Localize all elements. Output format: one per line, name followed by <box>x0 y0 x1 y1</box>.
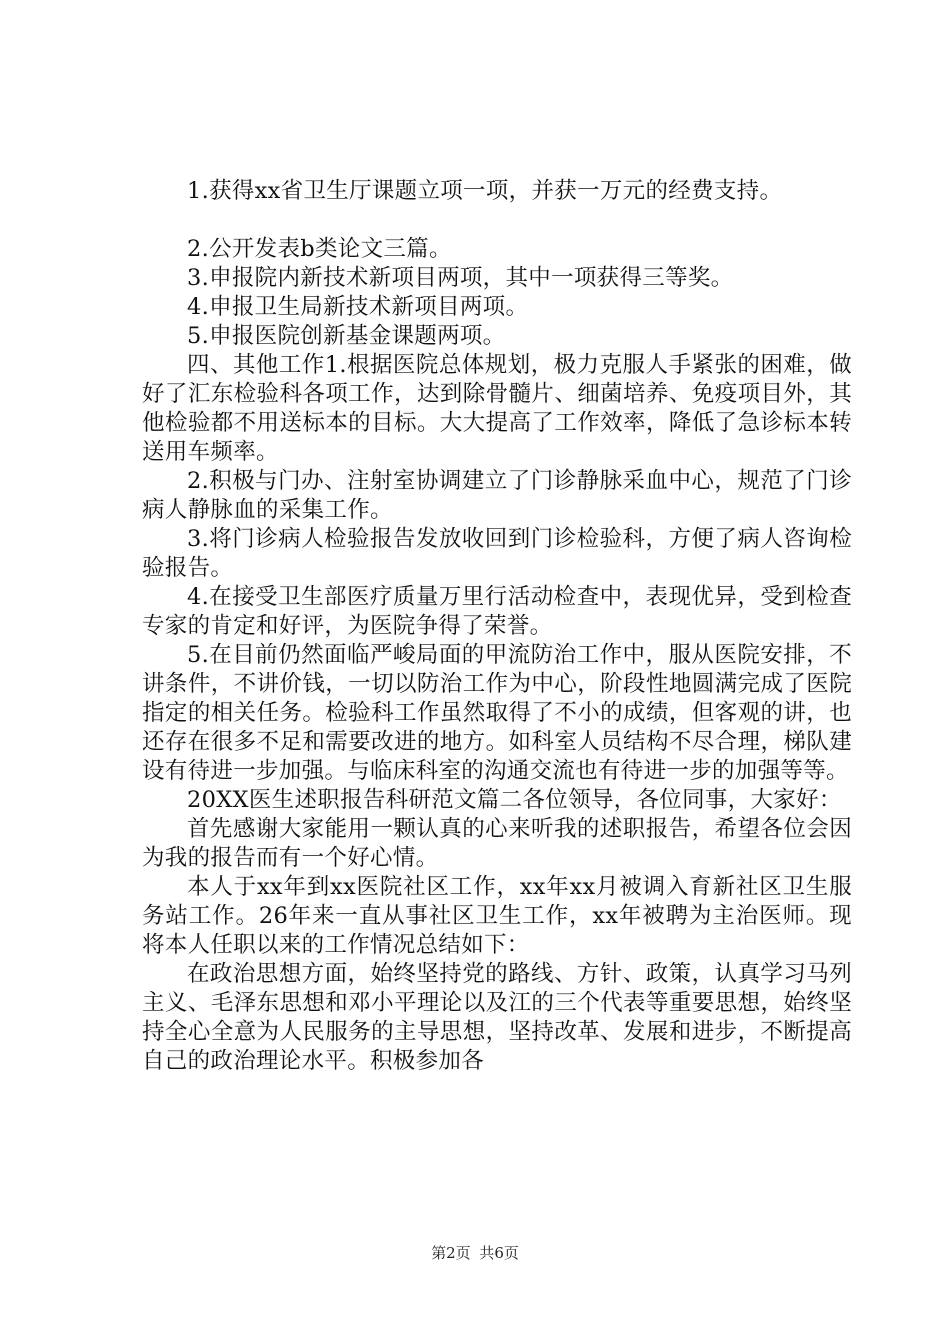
body-text <box>142 235 852 1076</box>
paragraph-3: 3.申报院内新技术新项目两项，其中一项获得三等奖。 <box>187 265 734 291</box>
paragraph-5: 5.申报医院创新基金课题两项。 <box>187 323 506 349</box>
paragraph-4: 4.申报卫生局新技术新项目两项。 <box>187 294 529 320</box>
paragraph-flu-prevention: 5.在目前仍然面临严峻局面的甲流防治工作中，服从医院安排，不讲条件，不讲价钱，一切以防治工作为中心，阶段性地圆满完成了医院指定的相关任务。检验科工作虽然取得了不小的成绩，但客观的讲，也还存在很多不足和需要改进的地方。如科室人员结构不尽合理，梯队建设有待进一步加强。与临床科室的沟通交流也有待进一步的加强等等。 <box>142 642 852 784</box>
paragraph-inspection: 4.在接受卫生部医疗质量万里行活动检查中，表现优异，受到检查专家的肯定和好评，为医院争得了荣誉。 <box>142 584 852 639</box>
paragraph-thanks: 首先感谢大家能用一颗认真的心来听我的述职报告，希望各位会因为我的报告而有一个好心情。 <box>142 816 852 871</box>
paragraph-2: 2.公开发表b类论文三篇。 <box>187 236 452 262</box>
paragraph-report-return: 3.将门诊病人检验报告发放收回到门诊检验科，方便了病人咨询检验报告。 <box>142 526 852 581</box>
paragraph-other-work: 四、其他工作1.根据医院总体规划，极力克服人手紧张的困难，做好了汇东检验科各项工作，达到除骨髓片、细菌培养、免疫项目外，其他检验都不用送标本的目标。大大提高了工作效率，降低了急诊标本转送用车频率。 <box>142 352 852 465</box>
paragraph-1: 1.获得xx省卫生厅课题立项一项，并获一万元的经费支持。 <box>187 178 783 204</box>
paragraph-blood-center: 2.积极与门办、注射室协调建立了门诊静脉采血中心，规范了门诊病人静脉血的采集工作。 <box>142 468 852 523</box>
page-total: 共6页 <box>479 1244 519 1262</box>
page-footer <box>0 1243 950 1263</box>
page-number: 第2页 <box>431 1244 471 1262</box>
paragraph-political: 在政治思想方面，始终坚持党的路线、方针、政策，认真学习马列主义、毛泽东思想和邓小平理论以及江的三个代表等重要思想，始终坚持全心全意为人民服务的主导思想，坚持改革、发展和进步，不断提高自己的政治理论水平。积极参加各 <box>142 961 852 1074</box>
paragraph-section-two-heading: 20XX医生述职报告科研范文篇二各位领导，各位同事，大家好： <box>187 787 842 813</box>
paragraph-career: 本人于xx年到xx医院社区工作，xx年xx月被调入育新社区卫生服务站工作。26年来一直从事社区卫生工作，xx年被聘为主治医师。现将本人任职以来的工作情况总结如下： <box>142 874 852 958</box>
